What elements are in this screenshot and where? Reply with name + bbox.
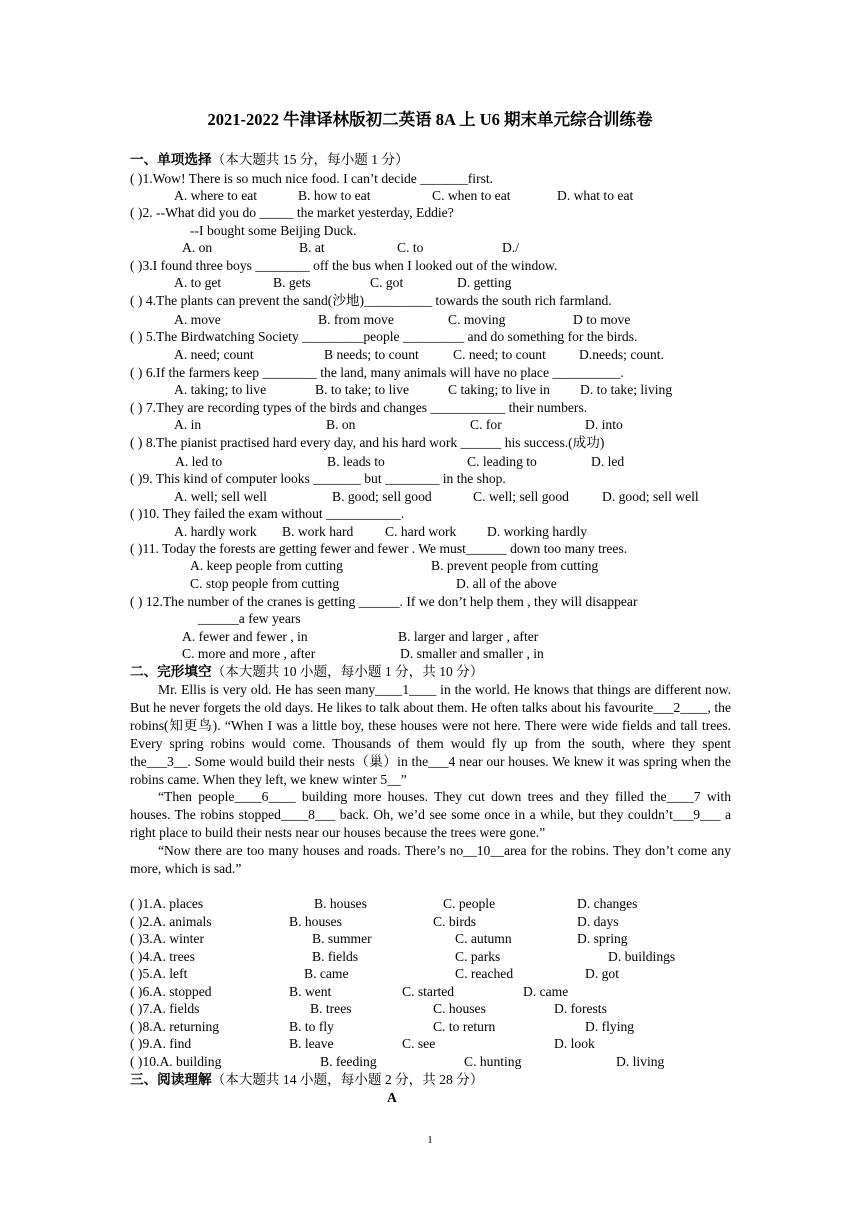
cloze-row — [130, 965, 732, 983]
option: B. houses — [314, 896, 367, 911]
question-stem: ( )3.I found three boys ________ off the bus when I looked out of the window. — [130, 258, 558, 273]
option: B. came — [304, 966, 349, 981]
option: D. spring — [577, 931, 628, 946]
option: A. keep people from cutting — [190, 558, 343, 573]
option: ( )8.A. returning — [130, 1019, 220, 1034]
option: C. houses — [433, 1001, 486, 1016]
option: D. led — [591, 454, 625, 469]
option: B. fields — [312, 949, 359, 964]
option: A. well; sell well — [174, 489, 267, 504]
option: B. leave — [289, 1036, 334, 1051]
question-stem: ( )1.Wow! There is so much nice food. I can’t decide _______first. — [130, 171, 494, 186]
question-stem: ( ) 5.The Birdwatching Society _________people _________ and do something for the birds. — [130, 329, 638, 344]
option: B. feeding — [320, 1054, 377, 1069]
option: D. to take; living — [580, 382, 673, 397]
option: B. at — [299, 240, 325, 255]
option: ( )9.A. find — [130, 1036, 192, 1051]
option: C. hard work — [385, 524, 457, 539]
option: A. where to eat — [174, 188, 258, 203]
cloze-row — [130, 930, 732, 948]
section3-note: （本大题共 14 小题，每小题 2 分，共 28 分） — [211, 1072, 484, 1087]
cloze-row — [130, 1000, 732, 1018]
question-stem: ( )2. --What did you do _____ the market yesterday, Eddie? — [130, 205, 454, 220]
option: C. to — [397, 240, 424, 255]
option: C. more and more , after — [182, 646, 316, 661]
option: ( )10.A. building — [130, 1054, 222, 1069]
passage-paragraph: “Now there are too many houses and roads. There’s no__10__area for the robins. They don’t come any more, which is sad.” — [130, 843, 731, 877]
option: C. to return — [433, 1019, 496, 1034]
option: A. taking; to live — [174, 382, 267, 397]
question-stem: ( ) 12.The number of the cranes is getting ______. If we don’t help them , they will disappear — [130, 594, 638, 609]
option: D. all of the above — [456, 576, 557, 591]
passage-paragraph: Mr. Ellis is very old. He has seen many____1____ in the world. He knows that things are different now. But he never forgets the old days. He likes to talk about them. He often talks about his favourite___2____, the robins(知更鸟). “When I was a little boy, these houses were not here. There were wide fields and tall trees. Every spring robins would come. Thousands of them would fly up from the south, where they spent the___3__. Some would build their nests（巢）in the___4 near our houses. We knew it was spring when the robins came. When they left, we knew winter 5__” — [130, 682, 731, 787]
option: C. hunting — [464, 1054, 522, 1069]
option: C. see — [402, 1036, 436, 1051]
section3-sub-heading: A — [387, 1090, 397, 1105]
option: C. started — [402, 984, 455, 999]
option: B. larger and larger , after — [398, 629, 539, 644]
option: C. people — [443, 896, 496, 911]
option: D. good; sell well — [602, 489, 699, 504]
cloze-row — [130, 895, 732, 913]
option: A. to get — [174, 275, 222, 290]
option: B. on — [326, 417, 356, 432]
option: B. summer — [312, 931, 372, 946]
option: A. fewer and fewer , in — [182, 629, 308, 644]
option: ( )4.A. trees — [130, 949, 195, 964]
cloze-row — [130, 983, 732, 1001]
option: ( )7.A. fields — [130, 1001, 200, 1016]
option: A. in — [174, 417, 202, 432]
question-stem: ( ) 4.The plants can prevent the sand(沙地)__________ towards the south rich farmland. — [130, 293, 612, 308]
option: B. to fly — [289, 1019, 334, 1034]
option: B. gets — [273, 275, 311, 290]
option: B. work hard — [282, 524, 354, 539]
option: B. to take; to live — [315, 382, 410, 397]
option: A. on — [182, 240, 213, 255]
option: D. came — [523, 984, 569, 999]
section1-heading — [130, 151, 732, 169]
option: C. birds — [433, 914, 477, 929]
page-title: 2021-2022 牛津译林版初二英语 8A 上 U6 期末单元综合训练卷 — [207, 110, 653, 129]
option: D. smaller and smaller , in — [400, 646, 544, 661]
option: C. autumn — [455, 931, 512, 946]
question-stem: ( ) 7.They are recording types of the birds and changes ___________ their numbers. — [130, 400, 588, 415]
option: D. working hardly — [487, 524, 588, 539]
option: ( )1.A. places — [130, 896, 204, 911]
option: C. stop people from cutting — [190, 576, 340, 591]
question-stem: ( ) 8.The pianist practised hard every day, and his hard work ______ his success.(成功) — [130, 435, 605, 450]
option: D. look — [554, 1036, 595, 1051]
option: A. hardly work — [174, 524, 257, 539]
section1-note: （本大题共 15 分，每小题 1 分） — [211, 152, 409, 167]
option: ( )2.A. animals — [130, 914, 212, 929]
section2-heading — [130, 663, 732, 681]
option: A. led to — [175, 454, 223, 469]
option: B. trees — [310, 1001, 352, 1016]
option: D. got — [585, 966, 619, 981]
option: C. moving — [448, 312, 506, 327]
question-stem-cont: ______a few years — [198, 611, 301, 626]
option: C. got — [370, 275, 404, 290]
option: C. leading to — [467, 454, 537, 469]
section2-heading-text: 二、完形填空 — [130, 664, 212, 679]
option: D. getting — [457, 275, 512, 290]
question-stem: ( ) 6.If the farmers keep ________ the land, many animals will have no place __________. — [130, 365, 624, 380]
option: B. went — [289, 984, 332, 999]
option: B. good; sell good — [332, 489, 432, 504]
question-stem: ( )10. They failed the exam without ___________. — [130, 506, 405, 521]
option: C. well; sell good — [473, 489, 569, 504]
option: D to move — [573, 312, 631, 327]
option: C. parks — [455, 949, 501, 964]
option: C. need; to count — [453, 347, 546, 362]
option: D. forests — [554, 1001, 607, 1016]
passage-paragraph: “Then people____6____ building more houses. They cut down trees and they filled the____7 with houses. The robins stopped____8___ back. Oh, we’d see some once in a while, but they couldn’t___9___ a right place to build their nests near our houses because the trees were gone.” — [130, 789, 731, 841]
section2-note: （本大题共 10 小题，每小题 1 分，共 10 分） — [211, 664, 484, 679]
option: C. reached — [455, 966, 514, 981]
cloze-row — [130, 1053, 732, 1071]
option: D. flying — [585, 1019, 635, 1034]
option: A. need; count — [174, 347, 254, 362]
option: B. how to eat — [298, 188, 371, 203]
option: ( )5.A. left — [130, 966, 188, 981]
question-stem: ( )11. Today the forests are getting fewer and fewer . We must______ down too many trees. — [130, 541, 628, 556]
option: D. what to eat — [557, 188, 634, 203]
cloze-row — [130, 948, 732, 966]
option: B. prevent people from cutting — [431, 558, 599, 573]
option: B. leads to — [327, 454, 385, 469]
option: B needs; to count — [324, 347, 419, 362]
option: D./ — [502, 240, 519, 255]
option: C. for — [470, 417, 502, 432]
section3-heading — [130, 1071, 732, 1089]
cloze-row — [130, 913, 732, 931]
option: A. move — [174, 312, 221, 327]
option: ( )6.A. stopped — [130, 984, 212, 999]
cloze-passage — [130, 681, 731, 878]
cloze-row — [130, 1035, 732, 1053]
option: C taking; to live in — [448, 382, 550, 397]
option: C. when to eat — [432, 188, 511, 203]
option: D. into — [585, 417, 623, 432]
section1-heading-text: 一、单项选择 — [130, 152, 212, 167]
option: D.needs; count. — [579, 347, 664, 362]
option: B. from move — [318, 312, 394, 327]
option: D. buildings — [608, 949, 676, 964]
question-stem-cont: --I bought some Beijing Duck. — [190, 223, 357, 238]
section3-heading-text: 三、阅读理解 — [130, 1072, 212, 1087]
page-number: 1 — [427, 1134, 433, 1146]
cloze-row — [130, 1018, 732, 1036]
option: D. changes — [577, 896, 638, 911]
option: D. days — [577, 914, 619, 929]
option: B. houses — [289, 914, 342, 929]
option: D. living — [616, 1054, 665, 1069]
question-stem: ( )9. This kind of computer looks _______ but ________ in the shop. — [130, 471, 506, 486]
option: ( )3.A. winter — [130, 931, 204, 946]
